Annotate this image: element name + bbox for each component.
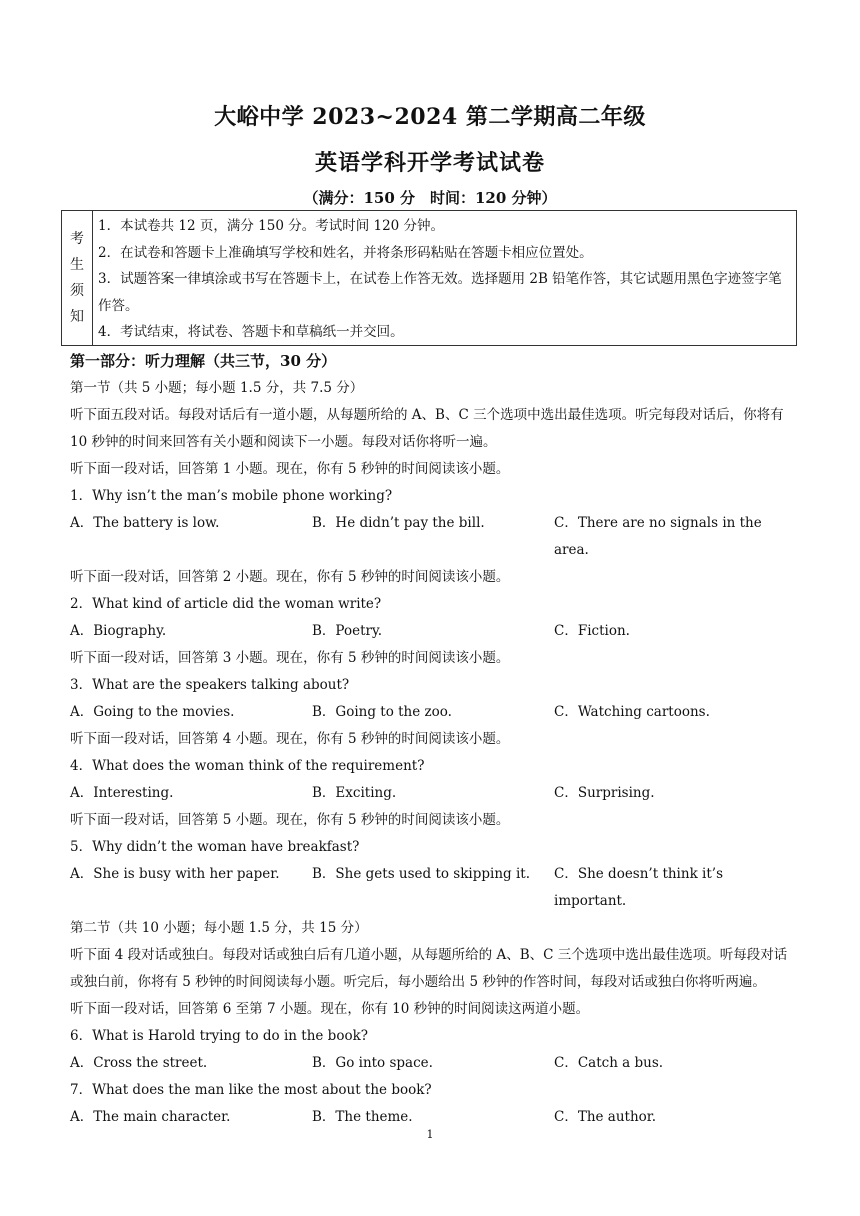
question-intro: 听下面一段对话，回答第 1 小题。现在，你有 5 秒钟的时间阅读该小题。 [70, 461, 510, 477]
question-intro: 听下面一段对话，回答第 4 小题。现在，你有 5 秒钟的时间阅读该小题。 [70, 731, 510, 747]
question-stem: 3．What are the speakers talking about? [70, 677, 350, 693]
option-a: A．Biography. [70, 623, 167, 639]
notice-side-char: 须 [70, 283, 84, 299]
notice-item: 4．考试结束，将试卷、答题卡和草稿纸一并交回。 [98, 324, 404, 340]
page-number: 1 [426, 1128, 434, 1141]
option-b: B．Going to the zoo. [312, 704, 452, 720]
question-stem: 2．What kind of article did the woman write? [70, 596, 382, 612]
section1-heading: 第一节（共 5 小题；每小题 1.5 分，共 7.5 分） [70, 380, 364, 396]
exam-title-subject: 英语学科开学考试试卷 [314, 150, 545, 176]
option-c: C．Fiction. [554, 623, 630, 639]
option-a: A．The battery is low. [70, 515, 220, 531]
notice-side-char: 生 [70, 257, 84, 273]
option-a: A．She is busy with her paper. [70, 866, 280, 882]
section2-heading: 第二节（共 10 小题；每小题 1.5 分，共 15 分） [70, 920, 368, 936]
question-intro: 听下面一段对话，回答第 5 小题。现在，你有 5 秒钟的时间阅读该小题。 [70, 812, 510, 828]
question-stem: 7．What does the man like the most about the book? [70, 1082, 432, 1098]
notice-side-char: 知 [70, 309, 84, 325]
option-c: C．Catch a bus. [554, 1055, 664, 1071]
part1-heading: 第一部分：听力理解（共三节，30 分） [70, 352, 337, 370]
question-options [70, 1050, 794, 1077]
question-intro: 听下面一段对话，回答第 3 小题。现在，你有 5 秒钟的时间阅读该小题。 [70, 650, 510, 666]
option-a: A．Cross the street. [70, 1055, 208, 1071]
exam-title-school: 大峪中学 2023~2024 第二学期高二年级 [214, 104, 646, 130]
option-b: B．He didn’t pay the bill. [312, 515, 485, 531]
question-stem: 4．What does the woman think of the requirement? [70, 758, 425, 774]
question-stem: 6．What is Harold trying to do in the book? [70, 1028, 368, 1044]
notice-item: 1．本试卷共 12 页，满分 150 分。考试时间 120 分钟。 [98, 218, 445, 234]
notice-side-char: 考 [70, 231, 84, 247]
question-options [70, 510, 794, 564]
option-c: C．Watching cartoons. [554, 704, 710, 720]
exam-content [70, 348, 794, 1131]
option-b: B．Poetry. [312, 623, 383, 639]
question-options [70, 618, 794, 645]
option-a: A．The main character. [70, 1109, 231, 1125]
question-intro: 听下面一段对话，回答第 6 至第 7 小题。现在，你有 10 秒钟的时间阅读这两道小题。 [70, 1001, 590, 1017]
option-c: C．There are no signals in the area. [554, 515, 762, 558]
notice-item: 2．在试卷和答题卡上准确填写学校和姓名，并将条形码粘贴在答题卡相应位置处。 [98, 244, 593, 261]
option-a: A．Interesting. [70, 785, 174, 801]
question-options [70, 780, 794, 807]
question-stem: 1．Why isn’t the man’s mobile phone working? [70, 488, 393, 504]
option-b: B．She gets used to skipping it. [312, 866, 530, 882]
option-c: C．The author. [554, 1109, 657, 1125]
section2-instructions: 听下面 4 段对话或独白。每段对话或独白后有几道小题，从每题所给的 A、B、C 三个选项中选出最佳选项。听每段对话或独白前，你将有 5 秒钟的时间阅读每小题。听完后，每小题给出 5 秒钟的作答时间，每段对话或独白你将听两遍。 [70, 947, 788, 990]
section1-instructions: 听下面五段对话。每段对话后有一道小题，从每题所给的 A、B、C 三个选项中选出最佳选项。听完每段对话后，你将有 10 秒钟的时间来回答有关小题和阅读下一小题。每段对话你将听一遍。 [70, 407, 784, 450]
question-stem: 5．Why didn’t the woman have breakfast? [70, 839, 360, 855]
notice-side-label [62, 211, 93, 345]
option-c: C．She doesn’t think it’s important. [554, 866, 724, 909]
question-options [70, 861, 794, 915]
option-b: B．Go into space. [312, 1055, 433, 1071]
option-b: B．Exciting. [312, 785, 397, 801]
exam-score-time: （满分：150 分 时间：120 分钟） [303, 189, 557, 207]
notice-items [98, 213, 790, 346]
notice-item: 3．试题答案一律填涂或书写在答题卡上，在试卷上作答无效。选择题用 2B 铅笔作答，其它试题用黑色字迹签字笔作答。 [98, 271, 782, 314]
candidate-notice-box [61, 210, 797, 346]
option-c: C．Surprising. [554, 785, 655, 801]
question-options [70, 1104, 794, 1131]
option-b: B．The theme. [312, 1109, 413, 1125]
option-a: A．Going to the movies. [70, 704, 235, 720]
question-intro: 听下面一段对话，回答第 2 小题。现在，你有 5 秒钟的时间阅读该小题。 [70, 569, 510, 585]
question-options [70, 699, 794, 726]
